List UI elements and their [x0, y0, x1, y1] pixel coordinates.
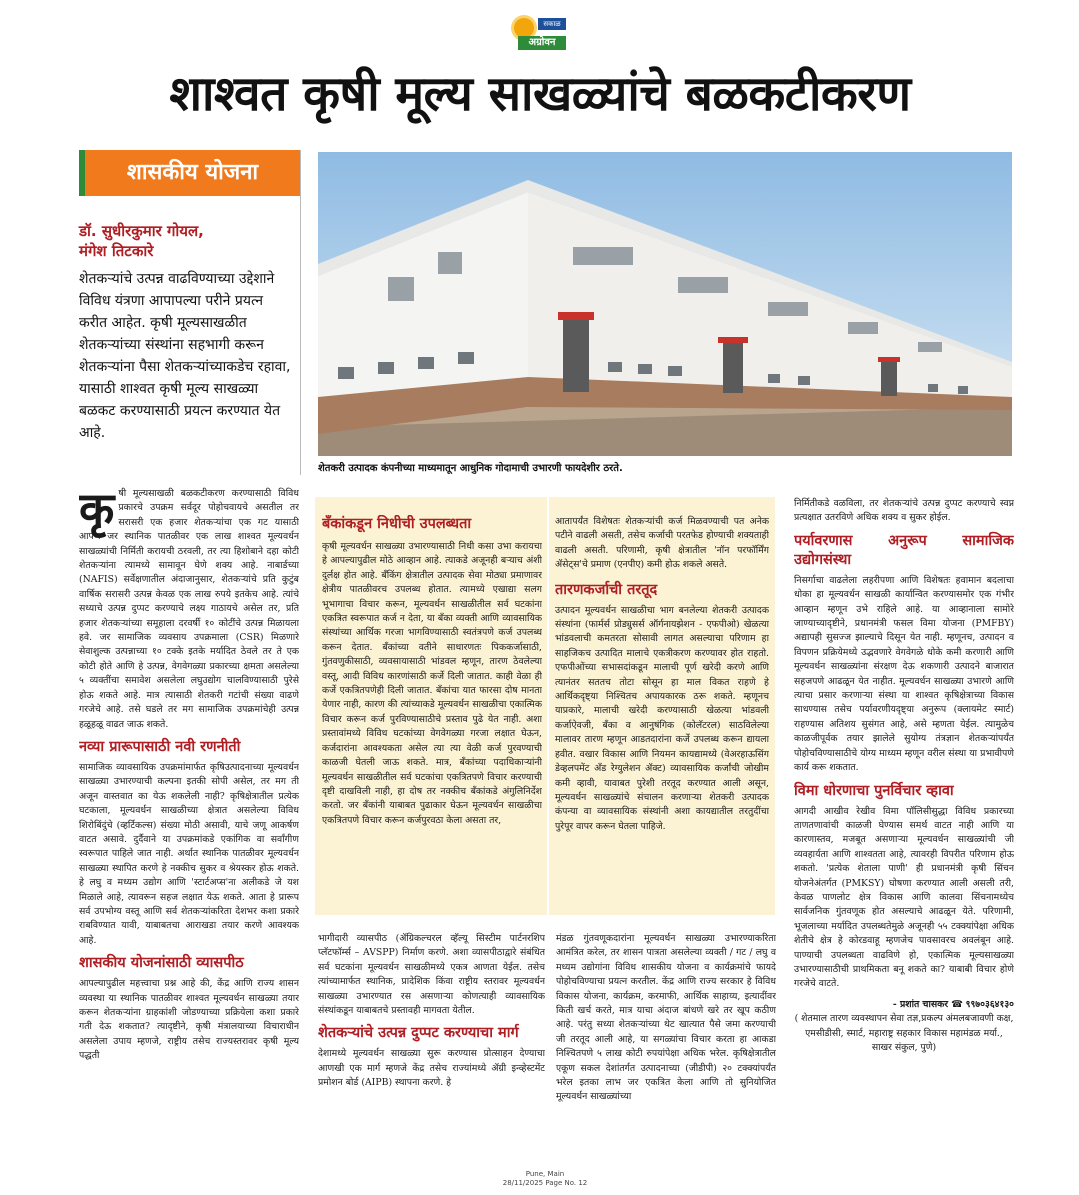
col3-heading-1: तारणकर्जाची तरतूद: [555, 581, 658, 598]
photo-caption: शेतकरी उत्पादक कंपनीच्या माध्यमातून आधुनिक गोदामाची उभारणी फायदेशीर ठरते.: [318, 463, 623, 474]
col1-paragraph-2: सामाजिक व्यावसायिक उपक्रमांमार्फत कृषिउत्पादनाच्या मूल्यवर्धन साखळ्या उभारण्याची कल्पना इतकी सोपी असेल, तर मग ती अजून वास्तवात का येऊ शकलेली नाही? कृषिक्षेत्रातील प्रत्येक घटकाला, मूल्यवर्धन साखळीच्या क्षेत्रात असलेल्या विविध शिरोबिंदुंचे (व्हर्टिकल्स) संख्या मोठी असावी, याचे जणू आकर्षण वाटत असावे. दुर्दैवाने या उपक्रमांकडे एकांगिक वा सर्वांगीण स्वरूपात पाहिले जात नाही. अर्थात स्थानिक पातळीवर मूल्यवर्धन साखळ्या स्थापित करणे हे नक्कीच सुकर व श्रेयस्कर होऊ शकते. हे लघु व मध्यम उद्योग आणि 'स्टार्टअप्स'ना अलीकडे जे यश मिळाले आहे, त्यावरून सहज लक्षात येऊ शकते. आता हे प्रारूप सर्व उपभोग्य वस्तू आणि सर्व शेतकऱ्यांकरिता देशभर कशा प्रकारे राबविण्यात यावी, याबाबतचा आराखडा तयार करणे आवश्यक आहे.: [79, 761, 299, 946]
sun-icon: [514, 18, 534, 38]
column-divider: [300, 150, 301, 475]
dropcap: कृ: [79, 487, 115, 536]
col4-paragraph-2: निसर्गाचा वाढलेला लहरीपणा आणि विशेषतः हवामान बदलाचा धोका हा मूल्यवर्धन साखळी कार्यान्वित करण्यासमोर एक गंभीर आव्हान म्हणून उभे राहिले आहे. या आव्हानाला सामोरे जाण्याच्यादृष्टीने, प्रधानमंत्री फसल विमा योजना (PMFBY) अद्यापही सुसज्ज झाल्याचे दिसून येत नाही. म्हणूनच, उत्पादन व विपणन प्रक्रियेमध्ये उद्भवणारे वेगवेगळे धोके कमी करणारी आणि मूल्यवर्धन साखळ्यांना संरक्षण देऊ शकणारी उत्पादने बाजारात सहजपणे आढळून येत नाहीत. मूल्यवर्धन साखळ्या उभारणे आणि त्याचा प्रसार करणाऱ्या संस्था या शाश्वत कृषिक्षेत्राच्या विकास साधण्यास तसेच पर्यावरणीयदृष्ट्या अनुरूप (क्लायमेट स्मार्ट) राहण्यास अतिशय सुसंगत आहे, असे म्हणता येईल. त्यामुळेच काळजीपूर्वक तयार झालेले सुयोग्य तंत्रज्ञान शेतकऱ्यांपर्यंत पोहोचविण्यासाठीचे योग्य माध्यम म्हणून वरील संस्था या प्रभावीपणे कार्य करू शकतात.: [794, 574, 1014, 774]
warehouse-photo: [318, 152, 1012, 456]
signature: - प्रशांत चासकर: [892, 998, 949, 1010]
col1-heading-2: शासकीय योजनांसाठी व्यासपीठ: [79, 955, 244, 972]
col4-paragraph-1: निर्मितीकडे वळविला, तर शेतकऱ्यांचे उत्पन्न दुप्पट करण्याचे स्वप्न प्रत्यक्षात उतरविणे अधिक शक्य व सुकर होईल.: [794, 498, 1014, 524]
column-2-top: [322, 515, 542, 910]
intro-text: शेतकऱ्यांचे उत्पन्न वाढविण्याच्या उद्देशाने विविध यंत्रणा आपापल्या परीने प्रयत्न करीत आहेत. कृषी मूल्यसाखळीत शेतकऱ्यांच्या संस्थांना सहभागी करून शेतकऱ्यांना पैसा शेतकऱ्यांच्याकडेच रहावा, यासाठी शाश्वत कृषी मूल्य साखळ्या बळकट करण्यासाठी प्रयत्न करण्यात येत आहे.: [79, 271, 291, 441]
footer-edition: Pune, Main: [525, 1170, 565, 1178]
col2-heading-1: बँकांकडून निधीची उपलब्धता: [322, 516, 472, 532]
masthead-logo: [514, 18, 566, 50]
col1-paragraph-1: षी मूल्यसाखळी बळकटीकरण करण्यासाठी विविध प्रकारचे उपक्रम सर्वदूर पोहोचवायचे असतील तर सरासरी एक हजार शेतकऱ्यांचा एक गट यासाठी आपण जर स्थानिक पातळीवर एक लाख शाश्वत मूल्यवर्धन साखळ्यांची निर्मिती करायची ठरवली, तर त्या हिशोबाने दहा कोटी शेतकऱ्यांना त्यामध्ये सामावून घेणे शक्य आहे. नाबार्डच्या (NAFIS) सर्वेक्षणातील अंदाजानुसार, शेतकऱ्यांचे प्रति कुटुंब वार्षिक सरासरी उत्पन्न केवळ एक लाख रुपये इतकेच आहे. त्यांचे सध्याचे उत्पन्न दुप्पट करण्याचे लक्ष्य गाठायचे असेल तर, प्रति हजार शेतकऱ्यांच्या समूहाला दरवर्षी १० कोटींचे उत्पन्न मिळायला हवे. जर सामाजिक व्यवसाय उपक्रमाला (CSR) मिळणारे सेवाशुल्क उत्पन्नाच्या १० टक्के इतके मर्यादित ठेवले तर ते एक कोटी होते आणि हे उत्पन्न, वेगवेगळ्या प्रकारच्या क्षमता असलेल्या ५ व्यक्तींचा समावेश असलेला लघुउद्योग चालविण्यासाठी पुरेसे होऊ शकते आहे. मात्र त्यासाठी शेतकरी गटांची संख्या वाढणे गरजेचे आहे. तसे घडले तर मग सामाजिक उपक्रमांचेही उत्पन्न हळूहळू वाढत जाऊ शकते.: [79, 488, 299, 730]
authors: [79, 221, 294, 261]
col2-heading-2: शेतकऱ्यांचे उत्पन्न दुप्पट करण्याचा मार्ग: [318, 1025, 519, 1042]
page-footer: [490, 1170, 600, 1188]
column-4: [794, 497, 1014, 1165]
col3-paragraph-1: आतापर्यंत विशेषतः शेतकऱ्यांची कर्ज मिळवण्याची पत अनेक पटीने वाढली असती, तसेच कर्जाची परतफेड होण्याची शक्यताही वाढली असती. परिणामी, कृषी क्षेत्रातील 'नॉन परफॉर्मिंग ॲसेट्स'चे प्रमाण (एनपीए) कमी होऊ शकले असते.: [555, 516, 769, 571]
col4-heading-2: विमा धोरणाचा पुनर्विचार व्हावा: [794, 782, 954, 799]
col2-paragraph-1: कृषी मूल्यवर्धन साखळ्या उभारण्यासाठी निधी कसा उभा करायचा हे आपल्यापुढील मोठे आव्हान आहे. त्याकडे अजूनही बऱ्याच अंशी दुर्लक्ष होत आहे. बँकिंग क्षेत्रातील उत्पादक सेवा मोठ्या प्रमाणावर क्षेत्रीय पातळीवरच उपलब्ध होतात. त्यामध्ये एखाद्या सलग भूभागाचा विचार करून, मूल्यवर्धन साखळीतील सर्व घटकांना एकत्रित स्वरूपात कर्ज न देता, या बँका व्यक्ती आणि व्यावसायिक संस्थांच्या आर्थिक गरजा भागविण्यासाठी स्वतंत्रपणे कर्ज उपलब्ध करून देतात. बँकांच्या वतीने साधारणतः पिककर्जासाठी, गुंतवणुकीसाठी, व्यवसायासाठी भांडवल म्हणून, तारण ठेवलेल्या वस्तू, आदी विविध कारणांसाठी कर्जे दिली जातात. काही वेळा ही कर्जे एकत्रितपणेही दिली जातात. बँकांचा यात फारसा दोष मानता येणार नाही, कारण की त्यांच्याकडे मूल्यवर्धन साखळीचा एकात्मिक विचार करून कर्ज पुरविण्यासाठीचे प्रस्ताव पुढे येत नाही. अशा प्रस्तावांमध्ये विविध घटकांच्या वेगवेगळ्या गरजा लक्षात घेऊन, कर्जदारांना आवश्यकता असेल त्या त्या वेळी कर्ज पुरवण्याची काळजी घेतली जाऊ शकते. मात्र, बँकांच्या पदाधिकाऱ्यांनी मूल्यवर्धन साखळीतील सर्व घटकांचा एकत्रितपणे विचार करण्याची दृष्टी दाखविली नाही, हा दोष तर नक्कीच बँकांकडे अंगुलिनिर्देश करतो. जर बँकांनी याबाबत पुढाकार घेऊन मूल्यवर्धन साखळीचा एकत्रितपणे विचार करून कर्जपुरवठा केला असता तर,: [322, 541, 542, 826]
col3-paragraph-2: उत्पादन मूल्यवर्धन साखळीचा भाग बनलेल्या शेतकरी उत्पादक संस्थांना (फार्मर्स प्रोड्युसर्स ऑर्गनायझेशन - एफपीओ) खेळत्या भांडवलाची कमतरता सोसावी लागत असल्याचा परिणाम हा साहजिकच उत्पादित मालाचे एकत्रीकरण करण्यावर होत राहतो. एफपीओंच्या सभासदांकडून मालाची पूर्ण खरेदी करणे आणि त्यानंतर सततच तोटा सोसून हा माल विकत राहणे हे आर्थिकदृष्ट्या निश्चितच अपायकारक ठरू शकते. म्हणूनच याप्रकारे, मालाची खरेदी करण्यासाठी खेळत्या भांडवली कर्जाऐवजी, बँका व आनुषंगिक (कोलॅटरल) साठविलेल्या मालावर तारण म्हणून आडतदारांना कर्जे उपलब्ध करून द्यायला हवीत. वखार विकास आणि नियमन कायद्यामध्ये (वेअरहाऊसिंग डेव्हलपमेंट अँड रेग्युलेशन ॲक्ट) व्यावसायिक कर्जांची जोखीम कमी व्हावी, यावाबत पुरेशी तरतूद करण्यात आली असून, मूल्यवर्धन साखळ्यांचे संचालन करणाऱ्या शेतकरी उत्पादक कंपन्या वा व्यावसायिक संस्थांनी अशा कायद्यातील तरतुदींचा पुरेपूर वापर करून घेतला पाहिजे.: [555, 604, 769, 832]
signature-line: [794, 998, 1014, 1012]
phone-icon: ☎: [951, 998, 963, 1010]
col4-heading-1: पर्यावरणास अनुरूप सामाजिक उद्योगसंस्था: [794, 532, 1014, 568]
section-tag: शासकीय योजना: [79, 150, 300, 196]
author-1: डॉ. सुधीरकुमार गोयल,: [79, 222, 204, 240]
logo-label: अग्रोवन: [518, 36, 566, 50]
column-1: [79, 487, 299, 1162]
column-2-bottom: [318, 932, 545, 1162]
footer-date-page: 28/11/2025 Page No. 12: [502, 1179, 588, 1187]
signature-detail: ( शेतमाल तारण व्यवस्थापन सेवा तज्ञ,प्रकल्प अंमलबजावणी कक्ष, एमसीडीसी, स्मार्ट, महाराष्ट्र सहकार विकास महामंडळ मर्या., साखर संकुल, पुणे): [794, 1013, 1014, 1053]
warehouse-illustration: [318, 152, 1012, 456]
col1-heading-1: नव्या प्रारूपासाठी नवी रणनीती: [79, 738, 241, 755]
col2-paragraph-3: देशामध्ये मूल्यवर्धन साखळ्या सुरू करण्यास प्रोत्साहन देण्याचा आणखी एक मार्ग म्हणजे केंद्र तसेच राज्यांमध्ये ॲग्री इन्व्हेस्टमेंट प्रमोशन बोर्ड (AIPB) स्थापना करणे. हे: [318, 1048, 545, 1089]
col2-paragraph-2: भागीदारी व्यासपीठ (ॲग्रिकल्चरल व्हॅल्यू सिस्टीम पार्टनरशिप प्लॅटफॉर्म्स – AVSPP) निर्माण करणे. अशा व्यासपीठाद्वारे संबंधित सर्व घटकांना मूल्यवर्धन साखळीमध्ये एकत्र आणता येईल. तसेच त्यांच्यामार्फत स्थानिक, प्रादेशिक किंवा राष्ट्रीय स्तरावर मूल्यवर्धन साखळ्या उभारण्यात रस असणाऱ्या कोणत्याही व्यावसायिक संस्थांकडून याबाबतचे प्रस्तावही मागवता येतील.: [318, 933, 545, 1017]
col1-paragraph-3: आपल्यापुढील महत्त्वाचा प्रश्न आहे की, केंद्र आणि राज्य शासन व्यवस्था या स्थानिक पातळीवर शाश्वत मूल्यवर्धन साखळ्या तयार करून शेतकऱ्यांना ग्राहकांशी जोडण्याच्या प्रक्रियेला कशा प्रकारे गती देऊ शकतात? त्यादृष्टीने, कृषी मंत्रालयाच्या विचाराधीन असलेला उपाय म्हणजे, राष्ट्रीय तसेच राज्यस्तरावर कृषी मूल्य पद्धती: [79, 978, 299, 1062]
col4-paragraph-3: आगदी आखीव रेखीव विमा पॉलिसीसुद्धा विविध प्रकारच्या ताणतणावांची काळजी घेण्यास समर्थ वाटत नाही आणि या कारणास्तव, मजबूत असणाऱ्या मूल्यवर्धन साखळ्यांची जी व्यवहार्यता आणि शाश्वतता आहे, त्यावरही विपरीत परिणाम होऊ शकतो. 'प्रत्येक शेताला पाणी' ही प्रधानमंत्री कृषी सिंचन योजनेअंतर्गत (PMKSY) घोषणा करण्यात आली असली तरी, केवळ पाणलोट क्षेत्र विकास आणि कालवा सिंचनामध्येच सार्वजनिक गुंतवणूक होत असल्याचे आढळून येते. परिणामी, भूजलाच्या मर्यादित उपलब्धतेमुळे अजूनही ५५ टक्क्यांपेक्षा अधिक शेतीचे क्षेत्र हे कोरडवाहू म्हणजेच पावसावरच अवलंबून आहे. पाण्याची उपलब्धता वाढविणे हो, एकात्मिक मूल्यसाखळ्या उभारण्यासाठीची प्राथमिकता बनू शकते का? याबाबी विचार होणे गरजेचे वाटते.: [794, 805, 1014, 990]
headline: शाश्वत कृषी मूल्य साखळ्यांचे बळकटीकरण: [169, 66, 911, 122]
logo-tag: सकाळ: [538, 18, 566, 30]
phone-number: ९९७०३६४१३०: [965, 998, 1014, 1010]
col3-paragraph-3: मंडळ गुंतवणूकदारांना मूल्यवर्धन साखळ्या उभारण्याकरिता आमंत्रित करेल, तर शासन पात्रता असलेल्या व्यक्ती / गट / लघु व मध्यम उद्योगांना विविध शासकीय योजना व कार्यक्रमांचे फायदे पोहोचविण्याचा प्रयत्न करतील. केंद्र आणि राज्य सरकार हे विविध विकास योजना, कार्यक्रम, करमाफी, आर्थिक साहाय्य, इत्यादींवर किती खर्च करते, मात्र याचा अंदाज बांधणे खरे तर खूप कठीण आहे. परंतु सध्या शेतकऱ्यांच्या थेट खात्यात पैसे जमा करण्याची जी तरतूद आली आहे, या सगळ्यांचा विचार करता हा आकडा निश्चितपणे ५ लाख कोटी रुपयांपेक्षा अधिक भरेल. कृषिक्षेत्रातील एकूण सकल देशांतर्गत उत्पादनाच्या (जीडीपी) २० टक्क्यांपर्यंत भरेल इतका लाभ जर एकत्रित केला आणि तो सुनियोजित मूल्यवर्धन साखळ्यांच्या: [556, 933, 776, 1103]
column-3-bottom: [556, 932, 776, 1162]
column-3-top: [555, 515, 769, 910]
author-2: मंगेश तिटकारे: [79, 242, 154, 260]
